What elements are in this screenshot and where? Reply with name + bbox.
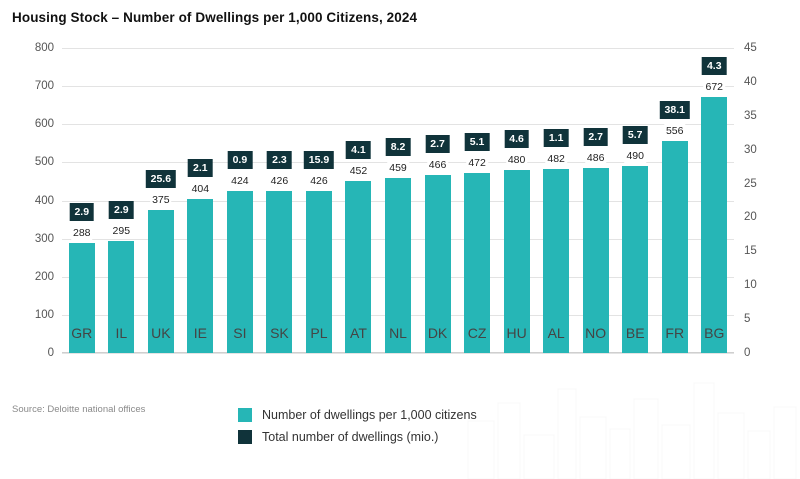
total-dwellings-label: 38.1 [660, 101, 690, 119]
bar-group[interactable] [418, 48, 458, 353]
total-dwellings-label: 2.9 [109, 201, 134, 219]
source-note: Source: Deloitte national offices [12, 404, 146, 415]
bar-group[interactable] [181, 48, 221, 353]
total-dwellings-label: 4.1 [346, 141, 371, 159]
x-axis-label: IL [115, 325, 128, 341]
gridline [62, 353, 734, 354]
right-axis-tick-label: 20 [744, 211, 757, 224]
right-axis-tick-label: 40 [744, 75, 757, 88]
legend-label-dwellings-per-1000: Number of dwellings per 1,000 citizens [262, 408, 477, 422]
legend-label-total-dwellings: Total number of dwellings (mio.) [262, 430, 439, 444]
x-axis-label: BG [704, 325, 725, 341]
total-dwellings-label: 1.1 [544, 129, 569, 147]
x-axis-label: NO [585, 325, 607, 341]
right-axis-tick-label: 25 [744, 177, 757, 190]
x-axis-label: NL [389, 325, 407, 341]
left-axis-tick-label: 300 [34, 232, 54, 245]
left-axis-tick-label: 600 [34, 118, 54, 131]
total-dwellings-label: 5.1 [465, 133, 490, 151]
bar-value-label: 452 [349, 164, 368, 177]
bar-value-label: 288 [73, 227, 91, 240]
bar[interactable] [701, 80, 727, 353]
left-axis-tick-label: 800 [34, 42, 54, 54]
left-axis-tick-label: 200 [34, 270, 54, 283]
x-axis-label: CZ [467, 325, 487, 341]
right-axis-tick-label: 30 [744, 143, 757, 156]
legend-swatch-total-dwellings [238, 430, 252, 444]
total-dwellings-label: 2.1 [188, 159, 213, 177]
bar-value-label: 459 [389, 162, 407, 175]
x-axis-label: AT [350, 325, 367, 341]
bar-group[interactable] [102, 48, 142, 353]
total-dwellings-label: 5.7 [623, 126, 648, 144]
total-dwellings-label: 0.9 [228, 151, 253, 169]
right-axis-tick-label: 15 [744, 245, 757, 258]
left-axis-tick-label: 400 [34, 194, 54, 207]
x-axis-label: FR [665, 325, 685, 341]
x-axis-labels [62, 325, 734, 341]
x-axis-label: IE [193, 325, 207, 341]
skyline-watermark [460, 359, 800, 479]
page-title: Housing Stock – Number of Dwellings per 1,000 Citizens, 2024 [12, 10, 418, 25]
x-axis-label: DK [427, 325, 448, 341]
left-axis-tick-label: 100 [34, 308, 54, 321]
bar-group[interactable] [497, 48, 537, 353]
bar-series [62, 48, 734, 353]
total-dwellings-label: 2.9 [69, 203, 94, 221]
total-dwellings-label: 2.3 [267, 151, 292, 169]
bar-group[interactable] [141, 48, 181, 353]
right-axis-tick-label: 35 [744, 109, 757, 122]
x-axis-label: UK [151, 325, 171, 341]
bar-value-label: 490 [626, 150, 644, 163]
x-axis-label: AL [547, 325, 565, 341]
chart-legend [238, 408, 477, 452]
bar-group[interactable] [457, 48, 497, 353]
legend-swatch-dwellings-per-1000 [238, 408, 252, 422]
total-dwellings-label: 15.9 [304, 151, 334, 169]
bar-group[interactable] [220, 48, 260, 353]
left-axis-tick-label: 700 [34, 80, 54, 93]
bar-value-label: 480 [507, 154, 526, 166]
legend-item [238, 430, 477, 444]
bar-group[interactable] [536, 48, 576, 353]
bar-group[interactable] [299, 48, 339, 353]
right-axis-tick-label: 5 [744, 313, 751, 326]
bar-value-label: 295 [112, 224, 131, 237]
x-axis-label: PL [310, 325, 328, 341]
bar-value-label: 426 [310, 174, 328, 187]
bar-value-label: 424 [231, 175, 249, 188]
bar-group[interactable] [260, 48, 300, 353]
total-dwellings-label: 25.6 [146, 170, 176, 188]
x-axis-label: SI [233, 325, 247, 341]
plot-region [34, 42, 757, 359]
right-axis-tick-label: 0 [744, 347, 751, 359]
bar-group[interactable] [576, 48, 616, 353]
bar-value-label: 466 [428, 159, 447, 172]
total-dwellings-label: 4.3 [702, 57, 727, 75]
bar-group[interactable] [339, 48, 379, 353]
right-axis-tick-label: 10 [744, 279, 757, 292]
bar-group[interactable] [695, 48, 735, 353]
left-axis-tick-label: 0 [47, 347, 54, 359]
bar-group[interactable] [378, 48, 418, 353]
bar-group[interactable] [655, 48, 695, 353]
legend-item [238, 408, 477, 422]
bar-value-label: 404 [191, 182, 210, 195]
left-axis-tick-label: 500 [34, 156, 54, 169]
chart-area [0, 38, 800, 368]
total-dwellings-label: 4.6 [504, 130, 529, 148]
bar-value-label: 486 [586, 151, 605, 164]
bar-value-label: 426 [270, 174, 289, 187]
bar-group[interactable] [62, 48, 102, 353]
bar-value-label: 556 [665, 125, 684, 138]
bar-value-label: 672 [705, 80, 724, 93]
total-dwellings-label: 8.2 [386, 138, 411, 156]
bar-value-label: 482 [547, 153, 565, 166]
total-dwellings-label: 2.7 [583, 128, 608, 146]
bar-value-label: 472 [468, 157, 486, 170]
x-axis-label: GR [71, 325, 93, 341]
total-dwellings-label: 2.7 [425, 135, 450, 153]
x-axis-label: HU [506, 325, 527, 341]
x-axis-label: SK [270, 325, 289, 341]
bar[interactable] [662, 125, 688, 353]
bar-group[interactable] [615, 48, 655, 353]
bar-value-label: 375 [152, 194, 170, 207]
right-axis-tick-label: 45 [744, 42, 757, 54]
x-axis-label: BE [625, 325, 645, 341]
